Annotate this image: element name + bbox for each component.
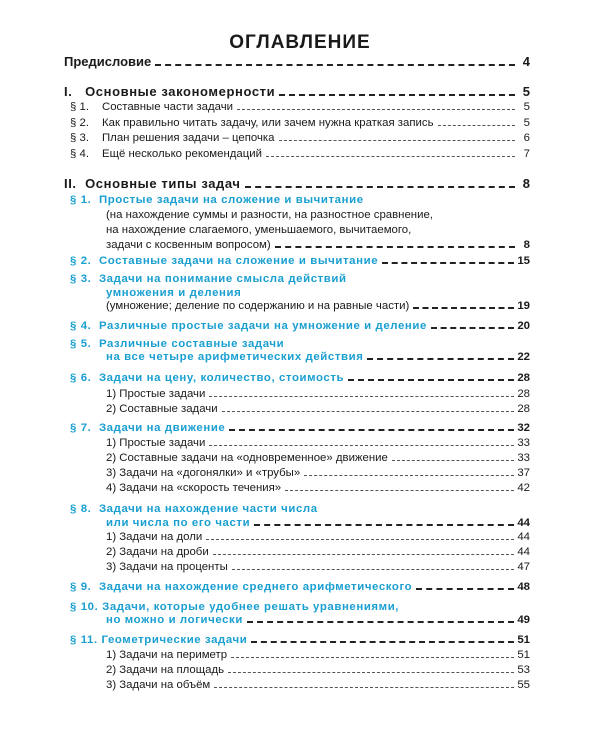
toc-sub-7-4[interactable]: 4) Задачи на «скорость течения» 42 xyxy=(106,482,530,494)
section-description: на нахождение слагаемого, уменьшаемого, вычитаемого, xyxy=(106,224,412,236)
toc-entry-preface[interactable]: Предисловие 4 xyxy=(64,54,530,69)
page-title: ОГЛАВЛЕНИЕ xyxy=(229,32,371,53)
toc-section-2-5-title[interactable]: § 5. Различные составные задачи xyxy=(70,338,285,350)
toc-item-1-2[interactable]: § 2. Как правильно читать задачу, или зачем нужна краткая запись 5 xyxy=(70,117,530,129)
section-title-cont: умножения и деления xyxy=(106,287,242,299)
toc-section-2-10-title[interactable]: § 10. Задачи, которые удобнее решать уравнениями, xyxy=(70,601,400,613)
toc-section-2-4[interactable]: § 4. Различные простые задачи на умножение и деление 20 xyxy=(70,320,530,332)
toc-sub-7-2[interactable]: 2) Составные задачи на «одновременное» движение 33 xyxy=(106,452,530,464)
toc-sub-8-1[interactable]: 1) Задачи на доли 44 xyxy=(106,531,530,543)
toc-sub-11-3[interactable]: 3) Задачи на объём 55 xyxy=(106,679,530,691)
toc-item-1-3[interactable]: § 3. План решения задачи – цепочка 6 xyxy=(70,132,530,144)
toc-section-2-8-title[interactable]: § 8. Задачи на нахождение части числа xyxy=(70,503,318,515)
toc-sub-6-2[interactable]: 2) Составные задачи 28 xyxy=(106,403,530,415)
toc-sub-7-1[interactable]: 1) Простые задачи 33 xyxy=(106,437,530,449)
toc-sub-8-2[interactable]: 2) Задачи на дроби 44 xyxy=(106,546,530,558)
toc-section-2-1-title[interactable]: § 1. Простые задачи на сложение и вычитание xyxy=(70,194,364,206)
toc-section-2-6[interactable]: § 6. Задачи на цену, количество, стоимость 28 xyxy=(70,372,530,384)
toc-section-2-2[interactable]: § 2. Составные задачи на сложение и вычитание 15 xyxy=(70,255,530,267)
toc-section-2-8-page[interactable]: или числа по его части 44 xyxy=(106,517,530,529)
toc-sub-11-2[interactable]: 2) Задачи на площадь 53 xyxy=(106,664,530,676)
toc-item-1-4[interactable]: § 4. Ещё несколько рекомендаций 7 xyxy=(70,148,530,160)
toc-part-1[interactable]: I. Основные закономерности 5 xyxy=(64,84,530,99)
toc-section-2-3-page[interactable]: (умножение; деление по содержанию и на равные части) 19 xyxy=(106,300,530,312)
toc-sub-7-3[interactable]: 3) Задачи на «догонялки» и «трубы» 37 xyxy=(106,467,530,479)
toc-section-2-3-title[interactable]: § 3. Задачи на понимание смысла действий xyxy=(70,273,347,285)
toc-section-2-1-page[interactable]: задачи с косвенным вопросом) 8 xyxy=(106,239,530,251)
toc-sub-6-1[interactable]: 1) Простые задачи 28 xyxy=(106,388,530,400)
dot-leader xyxy=(245,186,515,188)
toc-section-2-11[interactable]: § 11. Геометрические задачи 51 xyxy=(70,634,530,646)
toc-sub-8-3[interactable]: 3) Задачи на проценты 47 xyxy=(106,561,530,573)
toc-section-2-10-page[interactable]: но можно и логически 49 xyxy=(106,614,530,626)
toc-part-2[interactable]: II. Основные типы задач 8 xyxy=(64,176,530,191)
section-description: (на нахождение суммы и разности, на разностное сравнение, xyxy=(106,209,433,221)
toc-item-1-1[interactable]: § 1. Составные части задачи 5 xyxy=(70,101,530,113)
toc-section-2-9[interactable]: § 9. Задачи на нахождение среднего арифметического 48 xyxy=(70,581,530,593)
dot-leader xyxy=(279,94,515,96)
toc-section-2-5-page[interactable]: на все четыре арифметических действия 22 xyxy=(106,351,530,363)
dot-leader xyxy=(155,64,515,66)
toc-sub-11-1[interactable]: 1) Задачи на периметр 51 xyxy=(106,649,530,661)
toc-section-2-7[interactable]: § 7. Задачи на движение 32 xyxy=(70,422,530,434)
